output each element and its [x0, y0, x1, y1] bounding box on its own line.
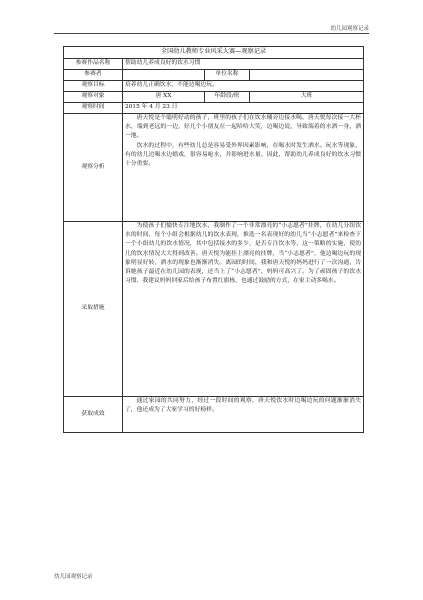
unit-name-value — [250, 70, 364, 81]
header-divider — [54, 33, 369, 34]
goal-label: 观察目标 — [64, 81, 123, 92]
results-paragraph: 通过家园的共同努力，经过一段时间的观察，唐天悦饮水时边喝边玩的问题渐渐消失了，他还成为了大家学习的好榜样。 — [125, 398, 362, 414]
analysis-paragraph: 饮水的过程中，有些幼儿总是容易受外界因素影响，在喝水时发生洒水、玩水等现象，有的幼儿边喝水边嬉戏，很容易呛水，并影响进水量。因此，帮助幼儿养成良好的饮水习惯十分重要。 — [125, 142, 362, 168]
unit-name-label: 单位名称 — [205, 70, 250, 81]
analysis-content — [123, 114, 364, 222]
measures-paragraph: 为使孩子们愉快专注地饮水，我制作了一个非常漂亮的“小志愿者”挂牌，在幼儿分组饮水的时间，每个小组会根据幼儿的饮水表现，推选一名表现好的幼儿当“小志愿者”来检查下一个小组幼儿的饮水情况，其中包括接水的多少，是否专注饮水等，这一策略的实施，使幼儿的饮水情况大大得到改善。唐天悦为能挂上漂亮的挂牌，当“小志愿者”，他边喝边玩的现象明显好转，洒水的现象也渐渐消失。离园的时间，我和唐天悦的妈妈进行了一次沟通，告诉她孩子最近在幼儿园的表现，还当上了“小志愿者”，妈妈可高兴了。为了顽固孩子的饮水习惯，我建议妈妈回家后给孩子布置红旗栋，也通过鼓励的方式，在家主动多喝水。 — [125, 223, 362, 285]
table-title: 全国幼儿教师专业风采大赛—观察记录 — [64, 47, 364, 59]
observation-record-table — [63, 46, 364, 433]
work-name-value: 帮助幼儿养成良好的饮水习惯 — [123, 59, 364, 70]
measures-label: 采取措施 — [64, 222, 123, 397]
participant-value — [123, 70, 205, 81]
time-label: 观察时间 — [64, 103, 123, 114]
subject-value: 唐 XX — [123, 92, 205, 103]
participant-label: 参赛者 — [64, 70, 123, 81]
page-footer-label: 幼儿园观察记录 — [54, 574, 93, 580]
analysis-paragraph: 唐天悦是个聪明好动的孩子，班里的孩子们在饮水桶旁边接水喝，唐天悦每次接一大杯水，端到老远的一边，好几个小朋友在一起哈哈大笑，边喝边说，导致端着的水洒一身，洒一地。 — [125, 115, 362, 140]
results-content — [123, 397, 364, 433]
work-name-label: 参赛作品名称 — [64, 59, 123, 70]
measures-content — [123, 222, 364, 397]
grade-value: 大班 — [250, 92, 364, 103]
goal-value: 培养幼儿正确饮水，不能边喝边玩。 — [123, 81, 364, 92]
time-value: 2015 年 4 月 23 日 — [123, 103, 364, 114]
page-header-label: 幼儿园观察记录 — [330, 26, 369, 32]
subject-label: 观察对象 — [64, 92, 123, 103]
results-label: 获取成效 — [64, 397, 123, 433]
analysis-label: 观察分析 — [64, 114, 123, 222]
grade-label: 年龄段/班 — [205, 92, 250, 103]
